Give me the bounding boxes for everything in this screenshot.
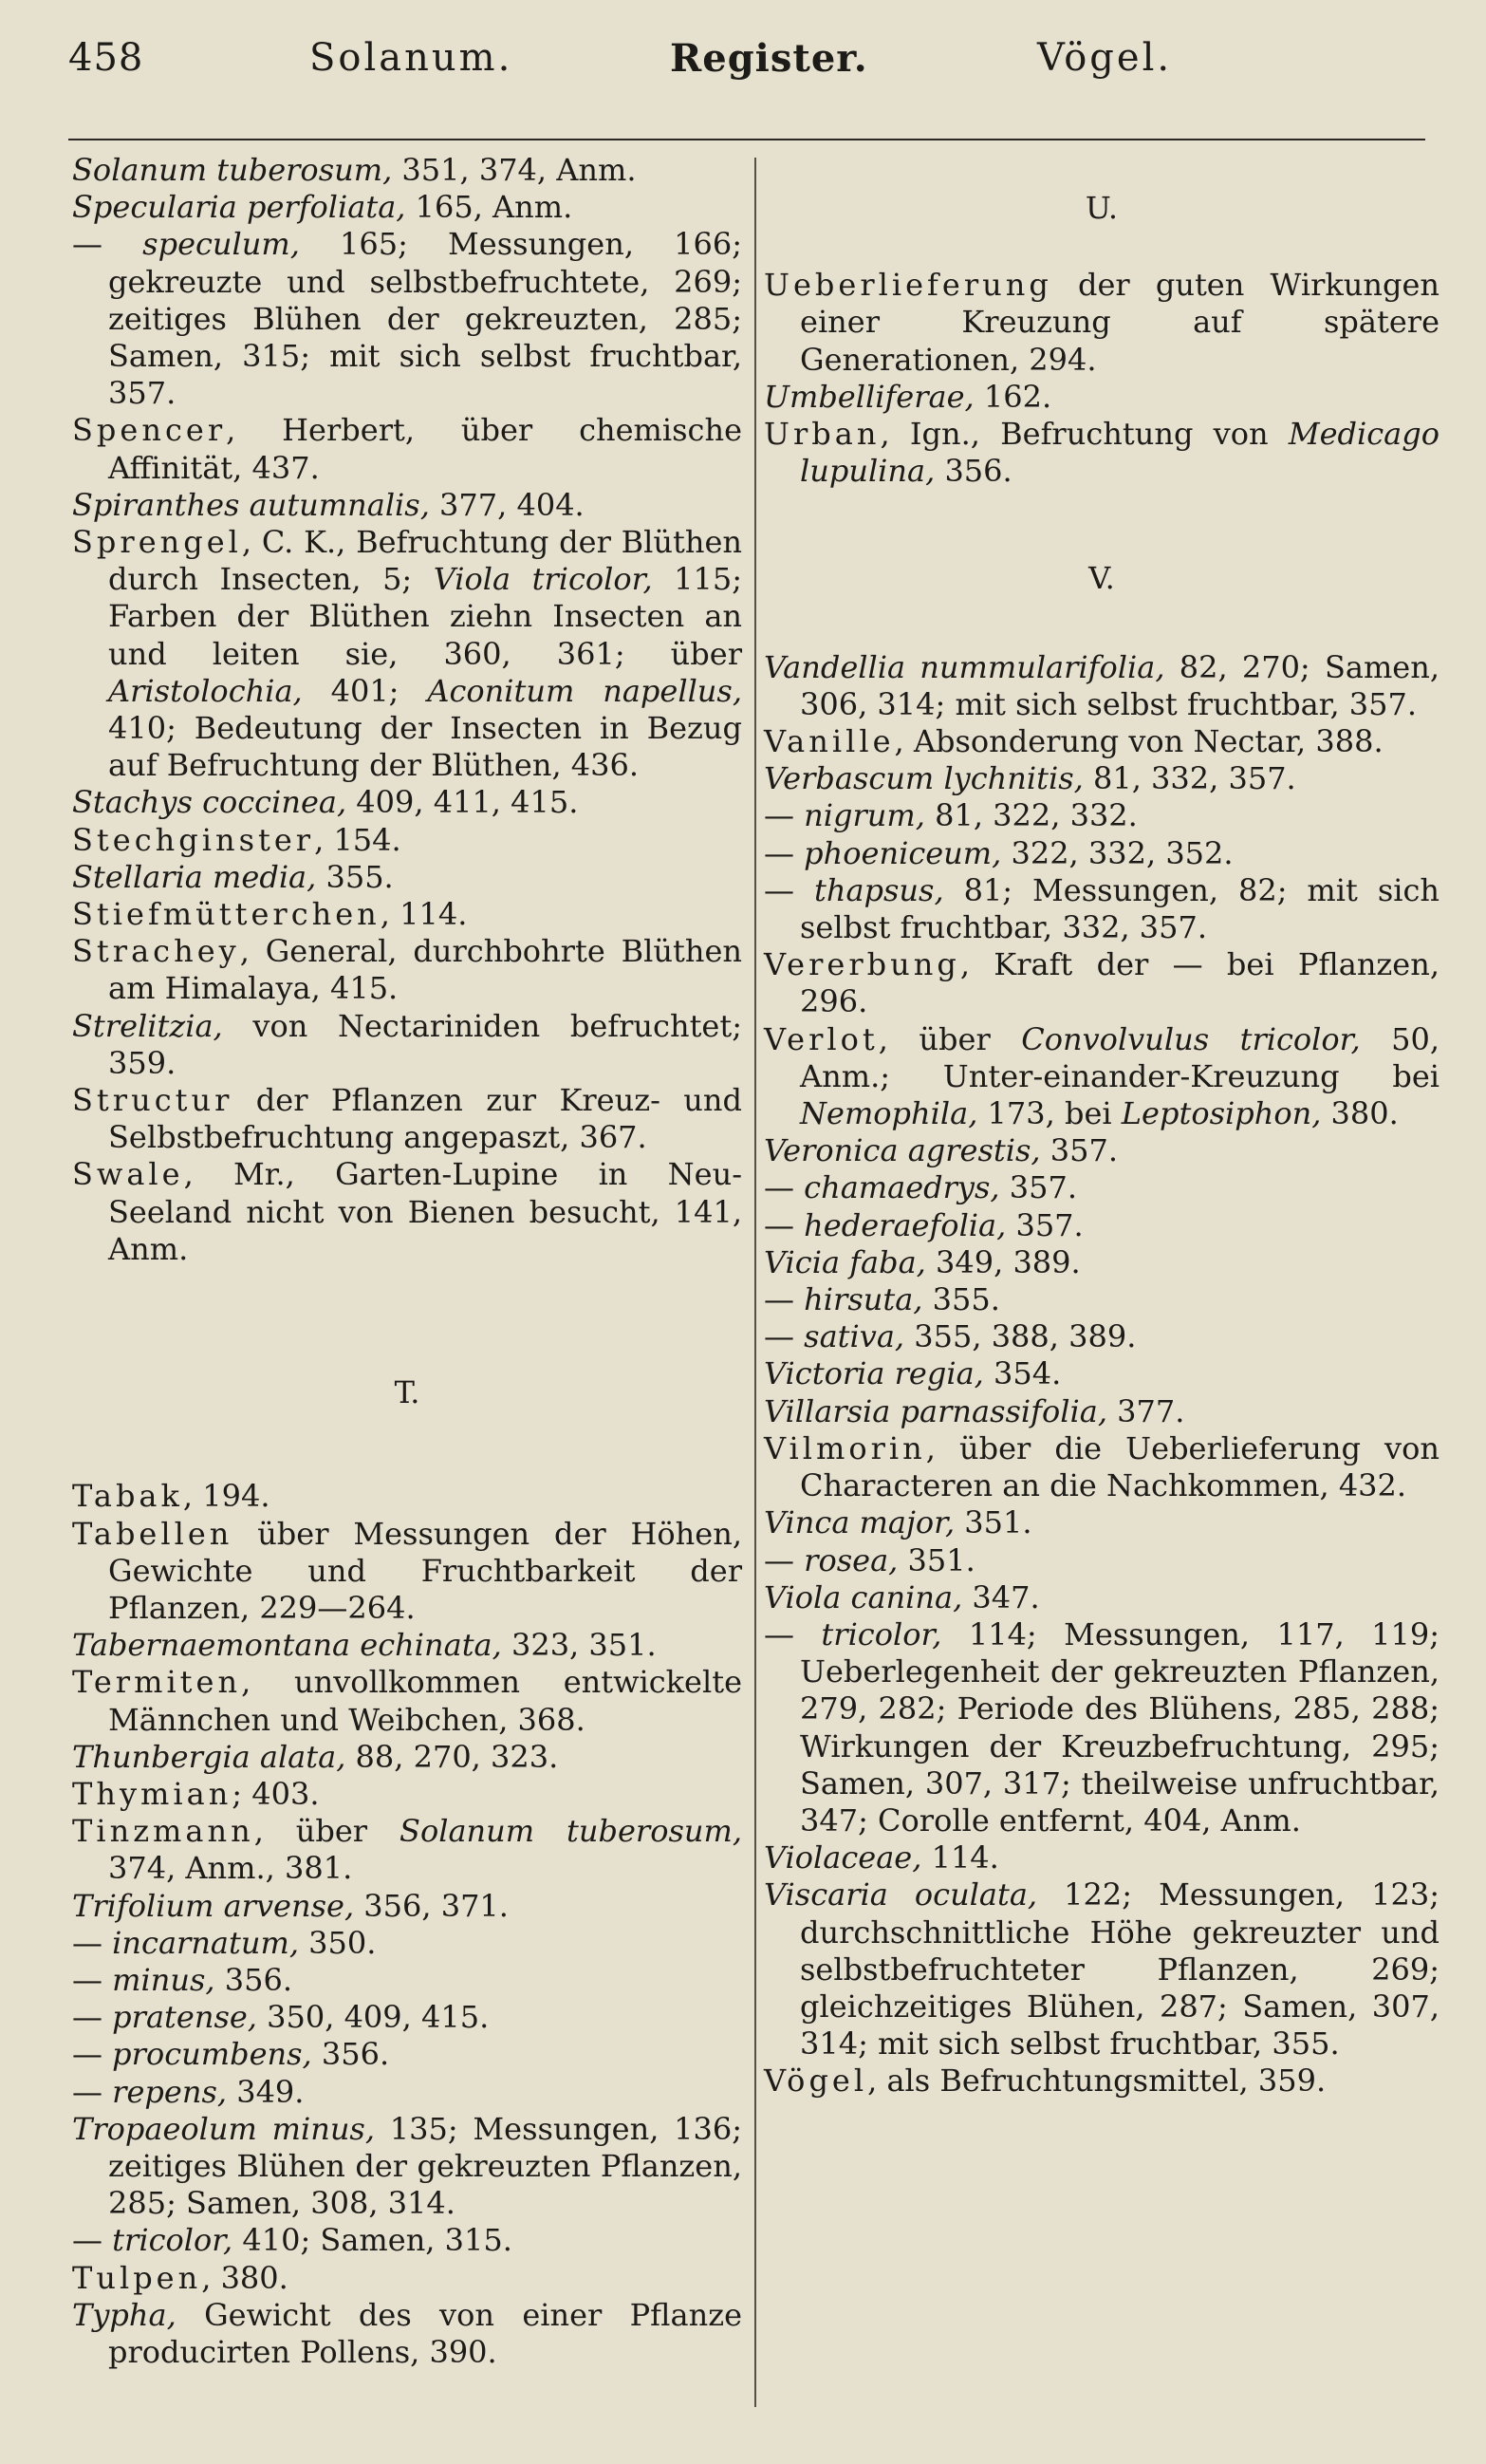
index-entry: Verlot, über Convolvulus tricolor, 50, Anm.; Unter-einander-Kreuzung bei Nemophila, 173, bei Leptosiphon, 380. [764,1020,1440,1132]
index-entry: Thymian; 403. [72,1775,320,1812]
index-entry: — speculum, 165; Messungen, 166; gekreuzte und selbstbefruchtete, 269; zeitiges Blühen der gekreuzten, 285; Samen, 315; mit sich selbst fruchtbar, 357. [72,226,743,412]
index-entry: Swale, Mr., Garten-Lupine in Neu-Seeland nicht von Bienen besucht, 141, Anm. [72,1156,742,1267]
index-entry: — hirsuta, 355. [764,1281,1000,1318]
index-entry: Tabernaemontana echinata, 323, 351. [72,1627,657,1664]
index-entry: Typha, Gewicht des von einer Pflanze producirten Pollens, 390. [72,2296,742,2370]
index-entry: Vererbung, Kraft der — bei Pflanzen, 296. [764,946,1440,1020]
index-entry: Tabak, 194. [72,1478,270,1515]
index-entry: Strelitzia, von Nectariniden befruchtet; 359. [72,1007,742,1081]
index-entry: Strachey, General, durchbohrte Blüthen am Himalaya, 415. [72,933,742,1007]
index-entry: Stiefmütterchen, 114. [72,896,468,933]
index-entry: — repens, 349. [72,2073,305,2110]
index-entry: — minus, 356. [72,1961,292,1998]
index-entry: — sativa, 355, 388, 389. [764,1318,1137,1355]
running-head-center: Register. [670,36,868,81]
index-entry: Vanille, Absonderung von Nectar, 388. [764,723,1384,760]
index-entry: Spencer, Herbert, über chemische Affinität, 437. [72,412,742,486]
section-letter-heading: U. [1085,190,1119,226]
index-entry: Tulpen, 380. [72,2259,288,2296]
index-entry: Vinca major, 351. [764,1504,1032,1541]
index-entry: — tricolor, 114; Messungen, 117, 119; Ueberlegenheit der gekreuzten Pflanzen, 279, 282; Periode des Blühens, 285, 288; Wirkungen der Kreuzbefruchtung, 295; Samen, 307, 317; theilweise unfruchtbar, 347; Corolle entfernt, 404, Anm. [764,1615,1440,1839]
index-entry: Sprengel, C. K., Befruchtung der Blüthen durch Insecten, 5; Viola tricolor, 115; Farben der Blüthen ziehn Insecten an und leiten sie, 360, 361; über Aristolochia, 401; Aconitum napellus, 410; Bedeutung der Insecten in Bezug auf Befruchtung der Blüthen, 436. [72,524,743,784]
index-column-right [764,190,1440,2100]
index-entry: — procumbens, 356. [72,2036,390,2073]
running-head-left: Solanum. [309,36,513,80]
section-letter-heading: V. [1088,560,1115,597]
index-entry: Villarsia parnassifolia, 377. [764,1392,1185,1429]
index-entry: Vögel, als Befruchtungsmittel, 359. [764,2063,1327,2100]
index-entry: — incarnatum, 350. [72,1924,377,1961]
index-entry: Ueberlieferung der guten Wirkungen einer Kreuzung auf spätere Generationen, 294. [764,267,1440,378]
index-entry: Vilmorin, über die Ueberlieferung von Characteren an die Nachkommen, 432. [764,1429,1440,1504]
index-entry: — hederaefolia, 357. [764,1206,1084,1243]
index-entry: Vandellia nummularifolia, 82, 270; Samen, 306, 314; mit sich selbst fruchtbar, 357. [764,648,1440,722]
index-entry: Solanum tuberosum, 351, 374, Anm. [72,152,637,188]
index-entry: — phoeniceum, 322, 332, 352. [764,834,1234,871]
index-entry: — pratense, 350, 409, 415. [72,1999,490,2036]
index-entry: — thapsus, 81; Messungen, 82; mit sich selbst fruchtbar, 332, 357. [764,871,1440,946]
index-column-left [72,152,742,2371]
running-head-right: Vögel. [1037,36,1173,80]
index-entry: — nigrum, 81, 322, 332. [764,797,1138,834]
index-entry: — tricolor, 410; Samen, 315. [72,2222,512,2259]
index-entry: Urban, Ign., Befruchtung von Medicago lupulina, 356. [764,416,1440,490]
index-entry: — rosea, 351. [764,1541,975,1578]
index-entry: Specularia perfoliata, 165, Anm. [72,189,573,226]
index-entry: Stachys coccinea, 409, 411, 415. [72,784,579,821]
index-entry: Victoria regia, 354. [764,1355,1062,1392]
index-entry: Stechginster, 154. [72,821,401,858]
index-entry: Verbascum lychnitis, 81, 332, 357. [764,760,1296,797]
index-entry: Tabellen über Messungen der Höhen, Gewichte und Fruchtbarkeit der Pflanzen, 229—264. [72,1515,742,1626]
index-entry: Vicia faba, 349, 389. [764,1243,1081,1280]
index-entry: Veronica agrestis, 357. [764,1132,1119,1169]
index-entry: Structur der Pflanzen zur Kreuz- und Selbstbefruchtung angepaszt, 367. [72,1082,742,1156]
index-entry: — chamaedrys, 357. [764,1169,1078,1206]
index-entry: Tropaeolum minus, 135; Messungen, 136; zeitiges Blühen der gekreuzten Pflanzen, 285; Samen, 308, 314. [72,2110,742,2222]
index-entry: Viola canina, 347. [764,1578,1040,1615]
index-entry: Spiranthes autumnalis, 377, 404. [72,486,585,523]
index-entry: Trifolium arvense, 356, 371. [72,1887,509,1924]
index-entry: Umbelliferae, 162. [764,378,1052,415]
index-entry: Termiten, unvollkommen entwickelte Männchen und Weibchen, 368. [72,1664,742,1738]
index-entry: Viscaria oculata, 122; Messungen, 123; durchschnittliche Höhe gekreuzter und selbstbefruchteter Pflanzen, 269; gleichzeitiges Blühen, 287; Samen, 307, 314; mit sich selbst fruchtbar, 355. [764,1876,1440,2063]
index-entry: Thunbergia alata, 88, 270, 323. [72,1738,559,1775]
index-entry: Stellaria media, 355. [72,858,394,895]
section-letter-heading: T. [394,1374,420,1411]
index-entry: Tinzmann, über Solanum tuberosum, 374, Anm., 381. [72,1813,743,1887]
header-rule [68,139,1425,140]
index-entry: Violaceae, 114. [764,1839,999,1876]
page-number: 458 [68,36,144,80]
column-divider [754,158,756,2407]
